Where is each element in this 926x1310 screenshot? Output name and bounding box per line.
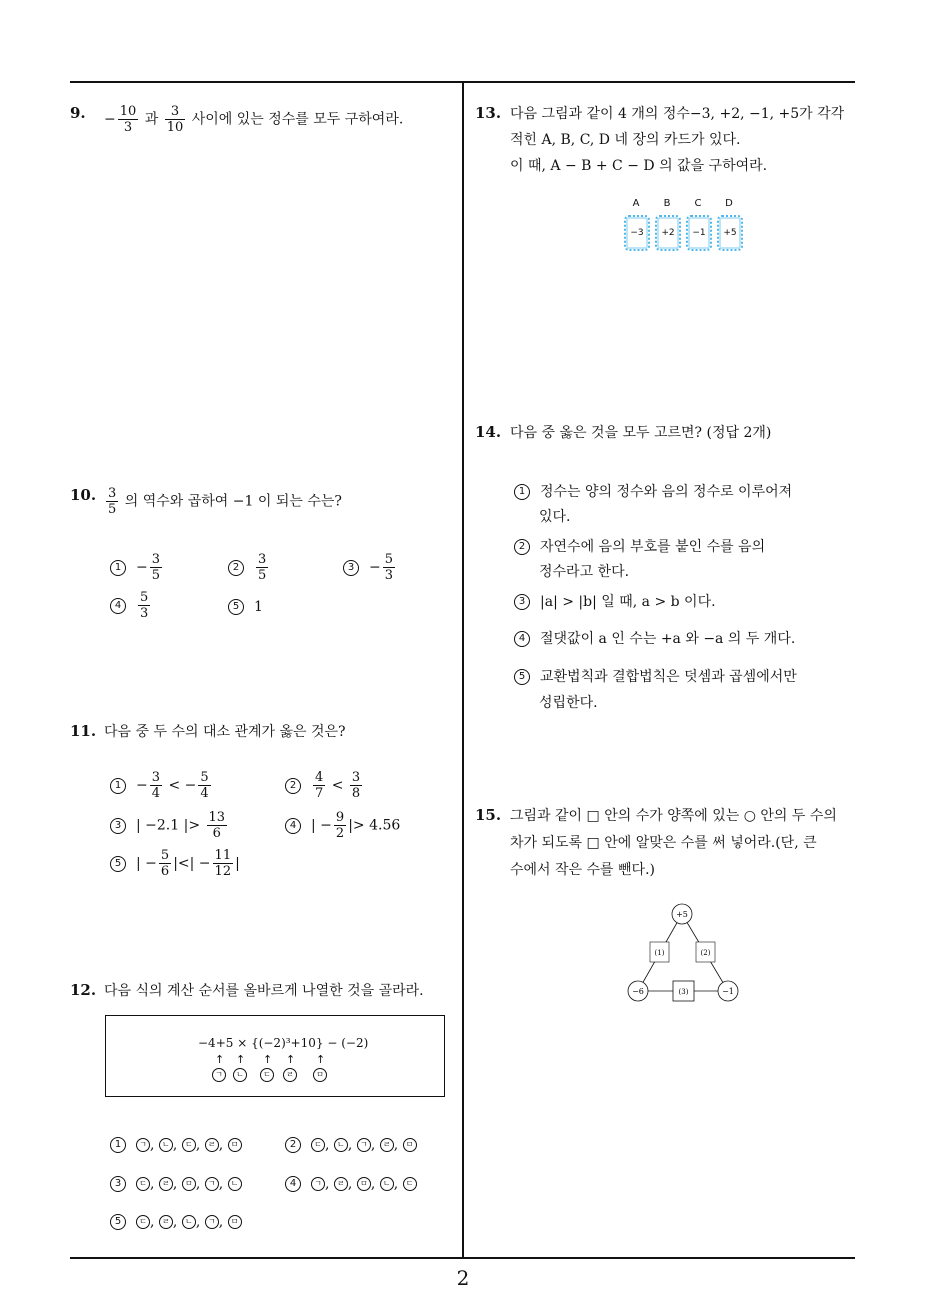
question-number: 9. [70,104,86,122]
expression: −4+5 × {(−2)³+10} − (−2) [198,1036,369,1050]
choice-1[interactable]: 1 정수는 양의 정수와 음의 정수로 이루어져 [514,482,792,502]
choice-5[interactable]: 5 1 [228,597,263,617]
choice-5[interactable]: 5 교환법칙과 결합법칙은 덧셈과 곱셈에서만 [514,667,797,687]
order-mark: ㄷ [260,1068,274,1082]
question-number: 11. [70,722,97,740]
choice-4[interactable]: 4 절댓값이 a 인 수는 +a 와 −a 의 두 개다. [514,629,795,649]
card-c: −1 [686,215,712,251]
order-mark: ㄱ [212,1068,226,1082]
choice-3[interactable]: 3 − $\frac{5}{3}$ [343,552,397,583]
question-number: 14. [475,423,502,441]
question-number: 12. [70,981,97,999]
order-mark: ㄴ [233,1068,247,1082]
box-3-label: (3) [678,988,689,996]
choice-3[interactable]: 3 |a| > |b| 일 때, a > b 이다. [514,592,716,612]
circle-left-value: −6 [632,987,644,996]
choice-2[interactable]: 2 ㄷ , ㄴ , ㄱ , ㄹ , ㅁ [285,1135,417,1155]
card-a: −3 [624,215,650,251]
question-number: 13. [475,104,502,122]
choice-2-cont: 정수라고 한다. [539,564,630,580]
arrow-icon: ↑ [263,1053,273,1066]
choice-1[interactable]: 1 − $\frac{3}{4}$ < − $\frac{5}{4}$ [110,770,213,801]
question-text: $\frac{3}{5}$ 의 역수와 곱하여 −1 이 되는 수는? [108,486,342,517]
choice-1-cont: 있다. [539,509,571,525]
question-line: 그림과 같이 □ 안의 수가 양쪽에 있는 ○ 안의 두 수의 [510,808,837,824]
choice-5[interactable]: 5 ㄷ , ㄹ , ㄴ , ㄱ , ㅁ [110,1212,242,1232]
choice-4[interactable]: 4 $\frac{5}{3}$ [110,590,152,621]
column-divider [462,82,464,1258]
triangle-diagram [620,898,750,1008]
choice-4[interactable]: 4 | − $\frac{9}{2}$ |> 4.56 [285,810,400,841]
choice-2[interactable]: 2 $\frac{4}{7}$ < $\frac{3}{8}$ [285,770,364,801]
fraction: $\frac{3}{5}$ [108,486,117,517]
card-d: +5 [717,215,743,251]
question-line: 수에서 작은 수를 뺀다.) [510,862,655,878]
question-line: 다음 그림과 같이 4 개의 정수−3, +2, −1, +5가 각각 [510,106,845,122]
card-label: D [725,198,733,209]
expression-box [105,1015,445,1097]
card-label: B [663,198,671,209]
choice-5-cont: 성립한다. [539,695,598,711]
bottom-rule [70,1257,855,1259]
order-mark: ㅁ [313,1068,327,1082]
question-text: − $\frac{10}{3}$ 과 $\frac{3}{10}$ 사이에 있는 정수를 모두 구하여라. [104,104,404,135]
choice-2[interactable]: 2 자연수에 음의 부호를 붙인 수를 음의 [514,537,765,557]
choice-5[interactable]: 5 | − $\frac{5}{6}$ |<| − $\frac{11}{12}$ | [110,848,240,879]
card-label: C [694,198,702,209]
arrow-icon: ↑ [215,1053,225,1066]
question-text: 다음 식의 계산 순서를 올바르게 나열한 것을 골라라. [104,983,424,999]
box-1-label: (1) [654,949,665,957]
card-b: +2 [655,215,681,251]
question-line: 차가 되도록 □ 안에 알맞은 수를 써 넣어라.(단, 큰 [510,835,817,851]
choice-2[interactable]: 2 $\frac{3}{5}$ [228,552,270,583]
choice-1[interactable]: 1 ㄱ , ㄴ , ㄷ , ㄹ , ㅁ [110,1135,242,1155]
choice-1[interactable]: 1 − $\frac{3}{5}$ [110,552,164,583]
card-label: A [632,198,640,209]
fraction: $\frac{10}{3}$ [119,104,137,135]
box-2-label: (2) [700,949,711,957]
circle-top-value: +5 [676,910,688,919]
arrow-icon: ↑ [316,1053,326,1066]
arrow-icon: ↑ [236,1053,246,1066]
question-text: 다음 중 옳은 것을 모두 고르면? (정답 2개) [510,425,772,441]
question-number: 15. [475,806,502,824]
arrow-icon: ↑ [286,1053,296,1066]
choice-4[interactable]: 4 ㄱ , ㄹ , ㅁ , ㄴ , ㄷ [285,1174,417,1194]
page-number: 2 [456,1266,470,1290]
order-mark: ㄹ [283,1068,297,1082]
choice-3[interactable]: 3 | −2.1 |> $\frac{13}{6}$ [110,810,229,841]
question-line: 이 때, A − B + C − D 의 값을 구하여라. [510,158,768,174]
circle-right-value: −1 [722,987,734,996]
choice-3[interactable]: 3 ㄷ , ㄹ , ㅁ , ㄱ , ㄴ [110,1174,242,1194]
question-line: 적힌 A, B, C, D 네 장의 카드가 있다. [510,132,741,148]
question-text: 다음 중 두 수의 대소 관계가 옳은 것은? [104,724,346,740]
question-number: 10. [70,486,97,504]
fraction: $\frac{3}{10}$ [166,104,184,135]
